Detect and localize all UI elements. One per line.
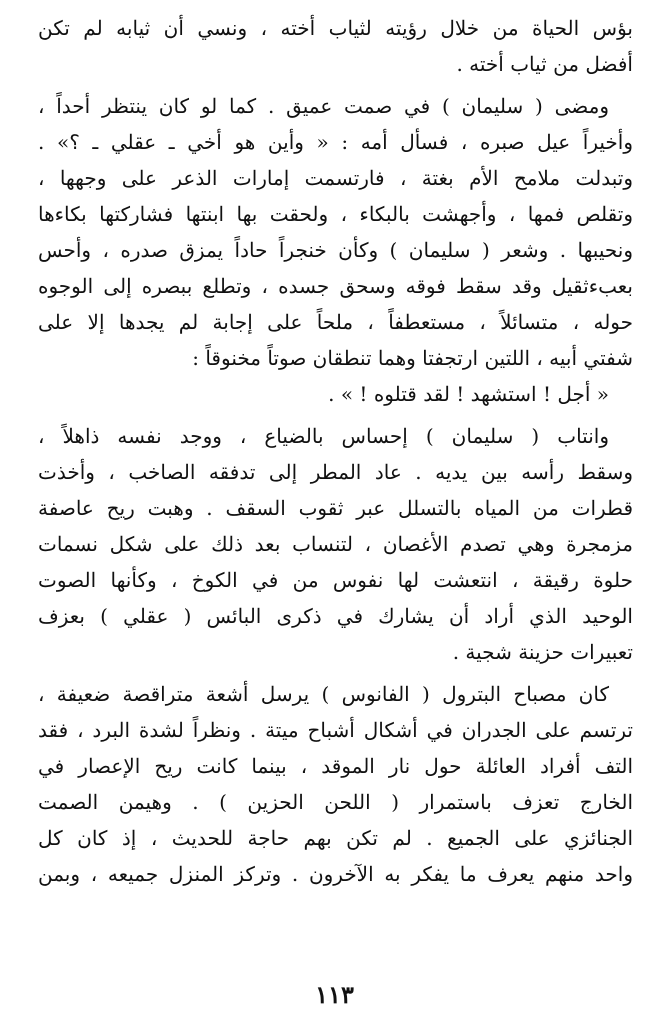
page-number: ١١٣ xyxy=(315,980,354,1009)
text-line: الوحيد الذي أراد أن يشارك في ذكرى البائس ( عقلي ) بعزف xyxy=(38,604,633,628)
text-line: وانتاب ( سليمان ) إحساس بالضياع ، ووجد نفسه ذاهلاً ، xyxy=(38,424,609,448)
text-line: ونحيبها . وشعر ( سليمان ) وكأن خنجراً حاداً يمزق صدره ، وأحس xyxy=(38,238,633,262)
text-line: ومضى ( سليمان ) في صمت عميق . كما لو كان ينتظر أحداً ، xyxy=(38,94,609,118)
text-line: بؤس الحياة من خلال رؤيته لثياب أخته ، ونسي أن ثيابه لم تكن xyxy=(38,16,633,40)
text-line: شفتي أبيه ، اللتين ارتجفتا وهما تنطقان صوتاً مخنوقاً : xyxy=(192,346,633,370)
paragraph-5 xyxy=(38,676,633,892)
text-line: وتقلص فمها ، وأجهشت بالبكاء ، ولحقت بها ابنتها فشاركتها بكاءها xyxy=(38,202,633,226)
text-line: مزمجرة وهي تصدم الأغصان ، لتنساب بعد ذلك على شكل نسمات xyxy=(38,532,633,556)
text-line: وأخيراً عيل صبره ، فسأل أمه : « وأين هو أخي ـ عقلي ـ ؟» . xyxy=(38,130,633,154)
text-line: وتبدلت ملامح الأم بغتة ، فارتسمت إمارات الذعر على وجهها ، xyxy=(38,166,633,190)
paragraph-2 xyxy=(38,88,633,376)
text-line: تعبيرات حزينة شجية . xyxy=(452,640,633,664)
book-page-text xyxy=(38,10,633,892)
text-line: « أجل ! استشهد ! لقد قتلوه ! » . xyxy=(328,382,609,406)
text-line: التف أفراد العائلة حول نار الموقد ، بينما كانت ريح الإعصار في xyxy=(38,754,633,778)
text-line: حوله ، متسائلاً ، مستعطفاً ، ملحاً على إجابة لم يجدها إلا على xyxy=(38,310,633,334)
text-line: ترتسم على الجدران في أشكال أشباح ميتة . ونظراً لشدة البرد ، فقد xyxy=(38,718,633,742)
text-line: قطرات من المياه بالتسلل عبر ثقوب السقف . وهبت ريح عاصفة xyxy=(38,496,633,520)
text-line: بعبءثقيل وقد سقط فوقه وسحق جسده ، وتطلع ببصره إلى الوجوه xyxy=(38,274,633,298)
text-line: الخارج تعزف باستمرار ( اللحن الحزين ) . وهيمن الصمت xyxy=(38,790,633,814)
paragraph-3-quote xyxy=(38,376,633,412)
text-line: كان مصباح البترول ( الفانوس ) يرسل أشعة متراقصة ضعيفة ، xyxy=(38,682,609,706)
text-line: وسقط رأسه بين يديه . عاد المطر إلى تدفقه الصاخب ، وأخذت xyxy=(38,460,633,484)
paragraph-4 xyxy=(38,418,633,670)
text-line: واحد منهم يعرف ما يفكر به الآخرون . وتركز المنزل جميعه ، وبمن xyxy=(38,862,633,886)
paragraph-1 xyxy=(38,10,633,82)
text-line: حلوة رقيقة ، انتعشت لها نفوس من في الكوخ ، وكأنها الصوت xyxy=(38,568,633,592)
text-line: الجنائزي على الجميع . لم تكن بهم حاجة للحديث ، إذ كان كل xyxy=(38,826,633,850)
text-line: أفضل من ثياب أخته . xyxy=(456,52,633,76)
